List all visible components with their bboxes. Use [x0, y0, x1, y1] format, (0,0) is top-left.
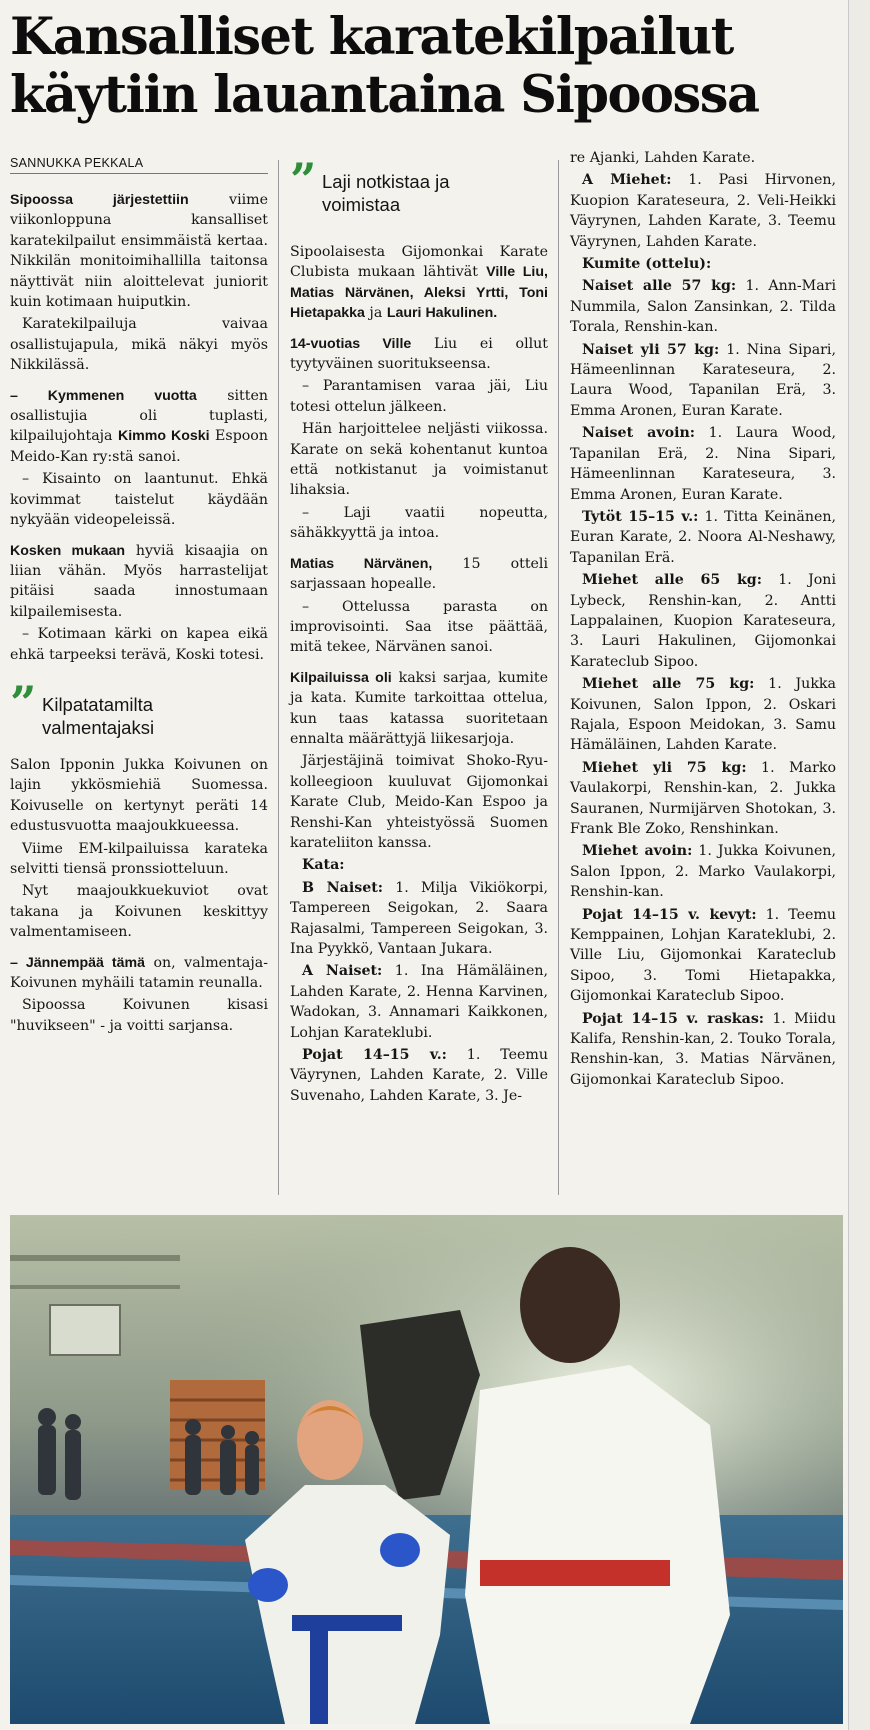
results-entry [570, 276, 836, 337]
results-entry [570, 340, 836, 422]
paragraph: Sipoossa Koivunen kisasi "huvikseen" - ja voitti sarjansa. [10, 997, 268, 1034]
pull-quote [10, 675, 268, 739]
paragraph-text: on, valmentaja-Koivunen myhäili tatamin reunalla. [10, 954, 268, 991]
category-name: Miehet yli 75 kg: [582, 759, 747, 776]
paragraph: – Laji vaatii nopeutta, sähäkkyyttä ja intoa. [290, 504, 548, 542]
results-entry [570, 170, 836, 252]
paragraph: Järjestäjinä toimivat Shoko-Ryu-kolleegioon kuuluvat Gijomonkai Karate Club, Meido-Kan Espoo ja Renshi-Kan yhteistyössä Suomen karateliiton kanssa. [290, 753, 548, 851]
results-text: 1. Nina Sipari, Hämeenlinnan Karateseura, 2. Laura Wood, Tapanilan Erä, 3. Emma Aronen, Euran Karate. [570, 341, 836, 419]
results-text: 1. Milja Vikiökorpi, Tampereen Seigokan, 2. Saara Rajasalmi, Tampereen Seigokan, 3. Ina Pyykkö, Vantaan Jukara. [290, 879, 548, 957]
results-entry [570, 674, 836, 756]
results-text: 1. Titta Keinänen, Euran Karate, 2. Noora Al-Neshawy, Tapanilan Erä. [570, 508, 837, 566]
paragraph [290, 554, 548, 595]
basketball-board [50, 1305, 120, 1355]
quote-mark-icon: ” [290, 153, 311, 207]
category-name: Pojat 14–15 v. kevyt: [582, 906, 757, 923]
category-name: A Naiset: [302, 963, 383, 980]
photo-illustration [10, 1215, 843, 1724]
lead-in: Matias Närvänen, [290, 555, 433, 572]
category-name: Miehet avoin: [582, 843, 693, 860]
person-names: Ville Liu, Matias Närvänen, Aleksi Yrtti, Toni Hietapakka [290, 264, 548, 322]
lead-in: Sipoossa järjestettiin [10, 192, 189, 208]
category-name: Miehet alle 65 kg: [582, 572, 762, 589]
paragraph [10, 953, 268, 994]
category-name: Naiset avoin: [582, 425, 696, 442]
category-name: Tytöt 15–15 v.: [582, 508, 699, 525]
results-entry [570, 841, 836, 902]
quote-mark-icon: ” [10, 675, 31, 730]
category-name: A Miehet: [582, 172, 672, 189]
results-text: 1. Jukka Koivunen, Salon Ippon, 2. Marko Vaulakorpi, Renshin-kan. [570, 843, 836, 901]
paragraph [290, 668, 548, 750]
paragraph-text: ja [364, 305, 387, 322]
lead-in: Kilpailuissa oli [290, 669, 392, 686]
paragraph-text: kaksi sarjaa, kumite ja kata. Kumite tarkoittaa ottelua, kun taas katassa suoritetaan ennalta määrättyjä liikesarjoja. [290, 669, 549, 747]
results-entry [570, 570, 836, 672]
results-text: 1. Marko Vaulakorpi, Renshin-kan, 2. Jukka Sauranen, Nurmijärven Shotokan, 3. Frank Ble Zoko, Renshinkan. [570, 759, 836, 837]
category-name: Miehet alle 75 kg: [582, 676, 755, 693]
pull-quote-text: Kilpatatamilta valmentajaksi [42, 693, 155, 738]
paragraph-text: hyviä kisaajia on liian vähän. Myös harrastelijat pitäisi saada innostumaan kilpailemisesta. [10, 542, 269, 620]
results-heading [290, 855, 548, 875]
results-text: 1. Laura Wood, Tapanilan Erä, 2. Nina Sipari, Hämeenlinnan Karateseura, 3. Emma Aronen, Euran Karate. [570, 425, 836, 503]
results-entry [570, 423, 836, 505]
results-entry [570, 905, 836, 1007]
results-entry [570, 758, 836, 840]
lead-in: – Kymmenen vuotta [10, 387, 197, 404]
category-name: Pojat 14–15 v. raskas: [582, 1010, 765, 1027]
paragraph: – Ottelussa parasta on improvisointi. Saa itse päättää, mitä tekee, Närvänen sanoi. [290, 598, 548, 656]
category-name: Naiset yli 57 kg: [582, 341, 720, 358]
balcony-railing [10, 1255, 180, 1261]
results-text: 1. Ann-Mari Nummila, Salon Zansinkan, 2. Tilda Torala, Renshin-kan. [570, 278, 836, 336]
pull-quote [290, 153, 548, 216]
results-entry [290, 961, 548, 1043]
karate-match-photo [10, 1215, 843, 1724]
results-entry: re Ajanki, Lahden Karate. [570, 150, 756, 166]
lead-in: 14-vuotias Ville [290, 335, 412, 352]
results-text: 1. Joni Lybeck, Renshin-kan, 2. Antti Lappalainen, Kuopion Karateseura, 3. Lauri Hakulinen, Gijomonkai Karateclub Sipoo. [570, 572, 836, 670]
lead-in: Kosken mukaan [10, 542, 126, 559]
byline: SANNUKKA PEKKALA [10, 156, 268, 174]
paragraph-text: Sipoolaisesta Gijomonkai Karate Clubista mukaan lähtivät [290, 244, 548, 281]
paragraph-text: sitten osallistujia oli tuplasti, kilpailujohtaja [10, 387, 268, 445]
results-text: 1. Miidu Kalifa, Renshin-kan, 2. Touko Torala, Renshin-kan, 3. Matias Närvänen, Gijomonkai Karateclub Sipoo. [570, 1010, 836, 1088]
results-entry [570, 1009, 836, 1091]
results-entry [290, 878, 548, 960]
results-entry [570, 507, 836, 568]
paragraph [290, 334, 548, 375]
results-text: 1. Ina Hämäläinen, Lahden Karate, 2. Henna Karvinen, Wadokan, 3. Annamari Kaikkonen, Lohjan Karateklubi. [290, 963, 548, 1041]
paragraph: – Kisainto on laantunut. Ehkä kovimmat taistelut käydään nykyään videopeleissä. [10, 471, 268, 529]
person-name: Kimmo Koski [117, 428, 210, 445]
paragraph: Karatekilpailuja vaivaa osallistujapula, mikä näkyi myös Nikkilässä. [10, 316, 268, 374]
paragraph [290, 242, 548, 324]
lead-in: – Jännempää tämä [10, 954, 145, 971]
results-entry [290, 1045, 548, 1106]
paragraph-text: Espoon Meido-Kan ry:stä sanoi. [10, 428, 268, 465]
paragraph-text: 15 otteli sarjassaan hopealle. [290, 555, 548, 593]
paragraph: Viime EM-kilpailuissa karateka selvitti tiensä pronssiotteluun. [10, 840, 268, 877]
article-column-2 [290, 153, 549, 1108]
results-text: 1. Teemu Kemppainen, Lohjan Karateklubi, 2. Ville Liu, Gijomonkai Karateclub Sipoo, 3. Tomi Hietapakka, Gijomonkai Karateclub Sipoo. [570, 906, 836, 1005]
pull-quote-text: Laji notkistaa ja voimistaa [322, 171, 450, 215]
paragraph: Nyt maajoukkuekuviot ovat takana ja Koivunen keskittyy valmentamiseen. [10, 883, 268, 941]
paragraph: Salon Ipponin Jukka Koivunen on lajin ykkösmiehiä Suomessa. Koivuselle on kertynyt peräti 14 edustusvuotta maajoukkueessa. [10, 756, 268, 835]
paragraph-text: Liu ei ollut tyytyväinen suoritukseensa. [290, 335, 548, 373]
category-name: B Naiset: [302, 879, 384, 896]
results-heading-text: Kumite (ottelu): [582, 256, 712, 273]
category-name: Naiset alle 57 kg: [582, 278, 737, 295]
paragraph [10, 190, 268, 312]
paragraph-text: viime viikonloppuna kansalliset karatekilpailut ensimmäistä kertaa. Nikkilän monitoimihallilla taitonsa näyttivät niin aloittelevat juniorit kuin kotimaan huiputkin. [10, 192, 268, 311]
category-name: Pojat 14–15 v.: [302, 1047, 447, 1064]
column-divider [558, 160, 559, 1195]
paragraph: – Parantamisen varaa jäi, Liu totesi ottelun jälkeen. [290, 378, 548, 415]
paragraph [10, 386, 268, 468]
results-text: 1. Teemu Väyrynen, Lahden Karate, 2. Ville Suvenaho, Lahden Karate, 3. Je- [290, 1047, 548, 1104]
paragraph: Hän harjoittelee neljästi viikossa. Karate on sekä kohentanut kuntoa että notkistanut ja voimistanut lihaksia. [290, 421, 548, 499]
page-edge [848, 0, 870, 1730]
article-column-1 [10, 190, 268, 1038]
headline: Kansalliset karatekilpailut käytiin lauantaina Sipoossa [10, 7, 759, 125]
results-heading [570, 254, 836, 274]
column-divider [278, 160, 279, 1195]
results-text: 1. Jukka Koivunen, Salon Ippon, 2. Oskari Rajala, Espoon Meidokan, 3. Samu Hämäläinen, Lahden Karate. [570, 676, 836, 754]
results-text: 1. Pasi Hirvonen, Kuopion Karateseura, 2. Veli-Heikki Väyrynen, Lahden Karate, 3. Teemu Väyrynen, Lahden Karate. [570, 172, 836, 250]
results-column [570, 148, 836, 1092]
paragraph [10, 541, 268, 623]
results-heading-text: Kata: [302, 857, 345, 874]
paragraph: – Kotimaan kärki on kapea eikä ehkä tarpeeksi terävä, Koski totesi. [10, 626, 268, 663]
person-name: Lauri Hakulinen. [386, 305, 498, 322]
